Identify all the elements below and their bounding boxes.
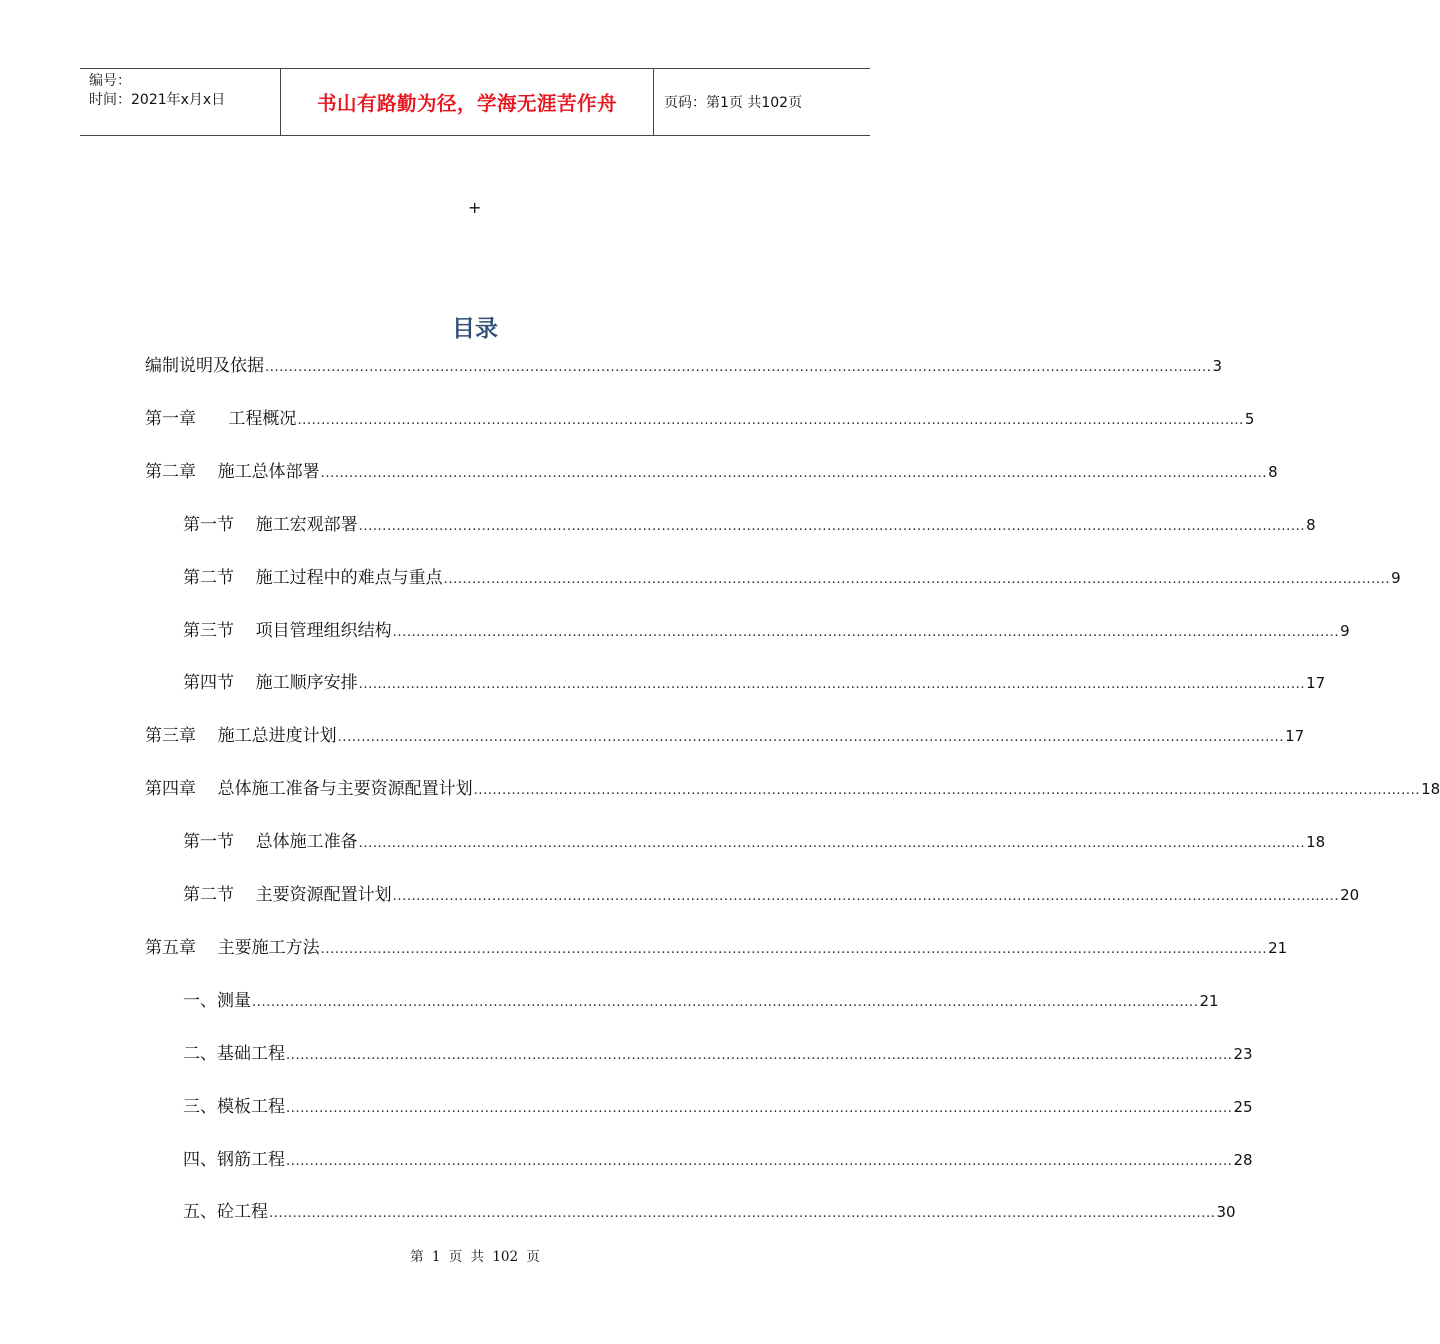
toc-entry-page: 21 xyxy=(1199,992,1219,1010)
toc-entry[interactable] xyxy=(183,513,1316,537)
toc-dot-leader: ........................................................................................................................................................................................................ xyxy=(286,1101,1233,1116)
toc-dot-leader: ........................................................................................................................................................................................................ xyxy=(358,836,1306,851)
toc-entry[interactable] xyxy=(145,407,1255,431)
toc-entry[interactable] xyxy=(183,1200,1236,1224)
toc-dot-leader: ........................................................................................................................................................................................................ xyxy=(337,730,1285,745)
toc-entry[interactable] xyxy=(183,1042,1253,1066)
toc-dot-leader: ........................................................................................................................................................................................................ xyxy=(265,360,1212,375)
toc-entry[interactable] xyxy=(145,724,1305,748)
toc-entry-page: 8 xyxy=(1306,516,1316,534)
toc-entry[interactable] xyxy=(145,777,1440,801)
toc-dot-leader: ........................................................................................................................................................................................................ xyxy=(297,413,1244,428)
toc-entry-page: 9 xyxy=(1391,569,1401,587)
toc-entry-label: 第四章 总体施工准备与主要资源配置计划 xyxy=(145,779,473,799)
toc-dot-leader: ........................................................................................................................................................................................................ xyxy=(286,1154,1233,1169)
toc-dot-leader: ........................................................................................................................................................................................................ xyxy=(473,783,1421,798)
toc-entry-label: 第二节 施工过程中的难点与重点 xyxy=(183,568,443,588)
toc-entry[interactable] xyxy=(183,619,1350,643)
toc-entry-label: 四、钢筋工程 xyxy=(183,1150,285,1170)
toc-entry-page: 21 xyxy=(1268,939,1288,957)
toc-entry[interactable] xyxy=(183,830,1326,854)
toc-entry-label: 第三节 项目管理组织结构 xyxy=(183,621,392,641)
page-header xyxy=(80,68,870,136)
toc-dot-leader: ........................................................................................................................................................................................................ xyxy=(392,625,1340,640)
toc-entry-label: 第五章 主要施工方法 xyxy=(145,938,320,958)
toc-entry-label: 第一节 施工宏观部署 xyxy=(183,515,358,535)
toc-entry-page: 30 xyxy=(1216,1203,1236,1221)
toc-dot-leader: ........................................................................................................................................................................................................ xyxy=(358,677,1306,692)
page-footer: 第 1 页 共 102 页 xyxy=(410,1249,540,1265)
header-number-label: 编号： xyxy=(89,73,131,89)
toc-dot-leader: ........................................................................................................................................................................................................ xyxy=(269,1206,1216,1221)
header-meta xyxy=(80,69,281,135)
toc-entry[interactable] xyxy=(183,1148,1253,1172)
toc-entry[interactable] xyxy=(183,566,1401,590)
toc-entry-page: 18 xyxy=(1306,833,1326,851)
toc-entry-page: 20 xyxy=(1340,886,1360,904)
toc-entry-label: 第三章 施工总进度计划 xyxy=(145,726,337,746)
plus-marker: + xyxy=(468,198,482,217)
toc-entry-label: 第一节 总体施工准备 xyxy=(183,832,358,852)
toc-dot-leader: ........................................................................................................................................................................................................ xyxy=(286,1048,1233,1063)
toc-entry-page: 5 xyxy=(1244,410,1255,428)
toc-entry-page: 17 xyxy=(1306,674,1326,692)
toc-entry-page: 28 xyxy=(1233,1151,1253,1169)
toc-entry-page: 18 xyxy=(1421,780,1440,798)
toc-entry-label: 第一章 工程概况 xyxy=(145,409,297,429)
toc-entry[interactable] xyxy=(183,989,1219,1013)
header-page-info: 页码：第1页 共102页 xyxy=(664,95,803,111)
header-motto: 书山有路勤为径，学海无涯苦作舟 xyxy=(281,69,654,135)
toc-dot-leader: ........................................................................................................................................................................................................ xyxy=(320,942,1268,957)
toc-entry[interactable] xyxy=(145,354,1223,378)
toc-entry-page: 23 xyxy=(1233,1045,1253,1063)
toc-dot-leader: ........................................................................................................................................................................................................ xyxy=(252,995,1199,1010)
toc-entry[interactable] xyxy=(145,460,1278,484)
toc-entry-label: 五、砼工程 xyxy=(183,1202,268,1222)
toc-dot-leader: ........................................................................................................................................................................................................ xyxy=(392,889,1340,904)
toc-entry-label: 三、模板工程 xyxy=(183,1097,285,1117)
toc-entry[interactable] xyxy=(183,883,1360,907)
toc-entry-label: 二、基础工程 xyxy=(183,1044,285,1064)
toc-entry-label: 编制说明及依据 xyxy=(145,356,264,376)
toc-entry-label: 第二节 主要资源配置计划 xyxy=(183,885,392,905)
toc-entry[interactable] xyxy=(145,936,1288,960)
toc-entry[interactable] xyxy=(183,1095,1253,1119)
toc-entry[interactable] xyxy=(183,671,1326,695)
toc-entry-page: 25 xyxy=(1233,1098,1253,1116)
toc-entry-page: 9 xyxy=(1340,622,1350,640)
toc-dot-leader: ........................................................................................................................................................................................................ xyxy=(320,466,1268,481)
header-time-label: 时间：2021年x月x日 xyxy=(89,92,226,108)
toc-dot-leader: ........................................................................................................................................................................................................ xyxy=(443,572,1391,587)
toc-entry-page: 8 xyxy=(1268,463,1278,481)
toc-entry-page: 17 xyxy=(1285,727,1305,745)
toc-entry-label: 一、测量 xyxy=(183,991,251,1011)
toc-dot-leader: ........................................................................................................................................................................................................ xyxy=(358,519,1306,534)
toc-entry-label: 第二章 施工总体部署 xyxy=(145,462,320,482)
toc-entry-label: 第四节 施工顺序安排 xyxy=(183,673,358,693)
toc-title: 目录 xyxy=(452,316,498,342)
toc-entry-page: 3 xyxy=(1212,357,1223,375)
